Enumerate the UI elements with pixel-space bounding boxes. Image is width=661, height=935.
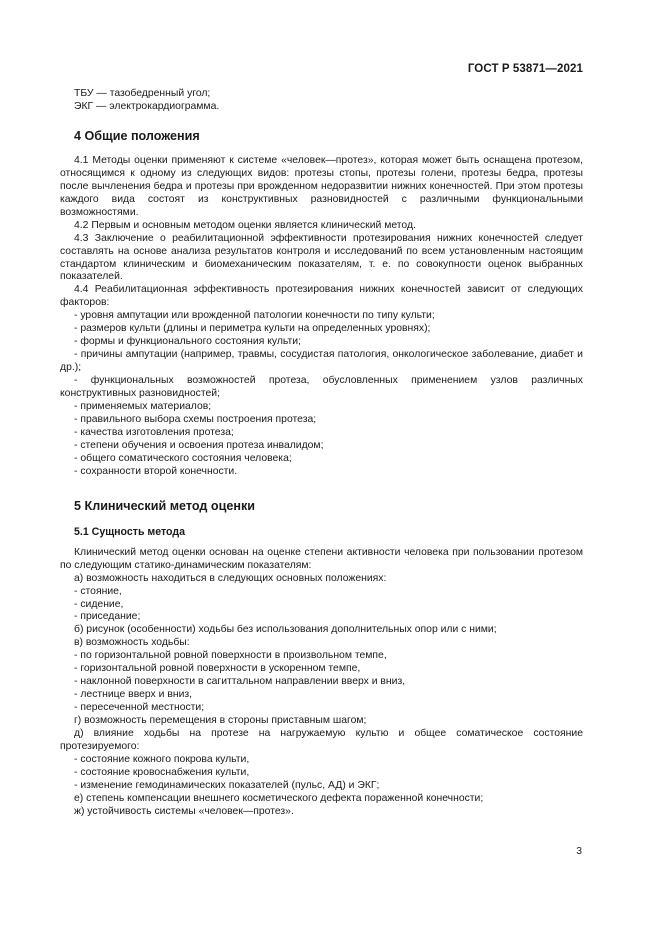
subsection-5-1-title: 5.1 Сущность метода: [74, 525, 186, 538]
indicator-item: - сидение,: [74, 598, 124, 610]
section-4-title: 4 Общие положения: [74, 128, 200, 143]
indicator-item: - по горизонтальной ровной поверхности в произвольном темпе,: [74, 650, 387, 662]
indicator-item: - наклонной поверхности в сагиттальном направлении вверх и вниз,: [74, 676, 406, 688]
page-number: 3: [576, 846, 582, 857]
indicator-item: - приседание;: [74, 611, 141, 623]
indicator-item: д) влияние ходьбы на протезе на нагружаемую культю и общее соматическое состояние протезируемого:: [60, 728, 583, 752]
factor-item: - общего соматического состояния человека;: [74, 452, 292, 464]
factor-item: - применяемых материалов;: [74, 401, 212, 413]
indicator-item: - стояние,: [74, 585, 122, 597]
section-5-title: 5 Клинический метод оценки: [74, 498, 255, 513]
factor-item: - причины ампутации (например, травмы, сосудистая патология, онкологическое заболевание, диабет и др.);: [60, 349, 583, 374]
indicator-item: а) возможность находиться в следующих основных положениях:: [74, 572, 387, 584]
factor-item: - функциональных возможностей протеза, обусловленных применением узлов различных конструктивных разновидностей;: [60, 375, 583, 400]
factor-item: - размеров культи (длины и периметра культи на определенных уровнях);: [74, 323, 431, 335]
document-body: [60, 88, 583, 819]
indicator-item: - горизонтальной ровной поверхности в ускоренном темпе,: [74, 663, 361, 675]
paragraph-5-1-intro: Клинический метод оценки основан на оценке степени активности человека при пользовании протезом по следующим статико-динамическим показателям:: [60, 546, 583, 571]
indicator-item: б) рисунок (особенности) ходьбы без использования дополнительных опор или с ними;: [74, 624, 497, 636]
indicator-item: - пересеченной местности;: [74, 702, 205, 714]
indicator-item: - состояние кровоснабжения культи,: [74, 766, 250, 778]
standard-number: ГОСТ Р 53871—2021: [467, 63, 583, 75]
paragraph-4-3: 4.3 Заключение о реабилитационной эффективности протезирования нижних конечностей следует составлять на основе анализа результатов контроля и исследований по всем установленным настоящим стандартом клиническим и биомеханическим показателям, т. е. по совокупности оценок выбранных показателей.: [60, 232, 583, 283]
paragraph-4-2: 4.2 Первым и основным методом оценки является клинический метод.: [74, 219, 416, 231]
abbreviation-item: ТБУ — тазобедренный угол;: [74, 88, 211, 99]
abbreviation-item: ЭКГ — электрокардиограмма.: [74, 100, 220, 112]
factor-item: - правильного выбора схемы построения протеза;: [74, 413, 317, 425]
factor-item: - качества изготовления протеза;: [74, 426, 234, 438]
indicator-item: - состояние кожного покрова культи,: [74, 753, 250, 765]
indicator-item: - изменение гемодинамических показателей (пульс, АД) и ЭКГ;: [74, 779, 380, 791]
paragraph-4-1: 4.1 Методы оценки применяют к системе «человек—протез», которая может быть оснащена протезом, относящимся к одному из следующих видов: протезы стопы, протезы голени, протезы бедра, протезы после вычленения бедра и протезы при врожденном недоразвитии нижних конечностей. При этом протезы каждого вида состоят из конструктивных разновидностей с различными функциональными возможностями.: [60, 154, 583, 218]
factor-item: - уровня ампутации или врожденной патологии конечности по типу культи;: [74, 310, 435, 322]
indicator-item: г) возможность перемещения в стороны приставным шагом;: [74, 715, 367, 727]
factor-item: - сохранности второй конечности.: [74, 465, 238, 477]
paragraph-4-4: 4.4 Реабилитационная эффективность протезирования нижних конечностей зависит от следующих факторов:: [60, 284, 583, 309]
indicator-item: е) степень компенсации внешнего косметического дефекта пораженной конечности;: [74, 792, 484, 804]
indicator-item: ж) устойчивость системы «человек—протез».: [74, 805, 294, 817]
factor-item: - степени обучения и освоения протеза инвалидом;: [74, 439, 324, 451]
factor-item: - формы и функционального состояния культи;: [74, 336, 301, 348]
indicator-item: в) возможность ходьбы:: [74, 637, 190, 649]
indicator-item: - лестнице вверх и вниз,: [74, 689, 193, 701]
